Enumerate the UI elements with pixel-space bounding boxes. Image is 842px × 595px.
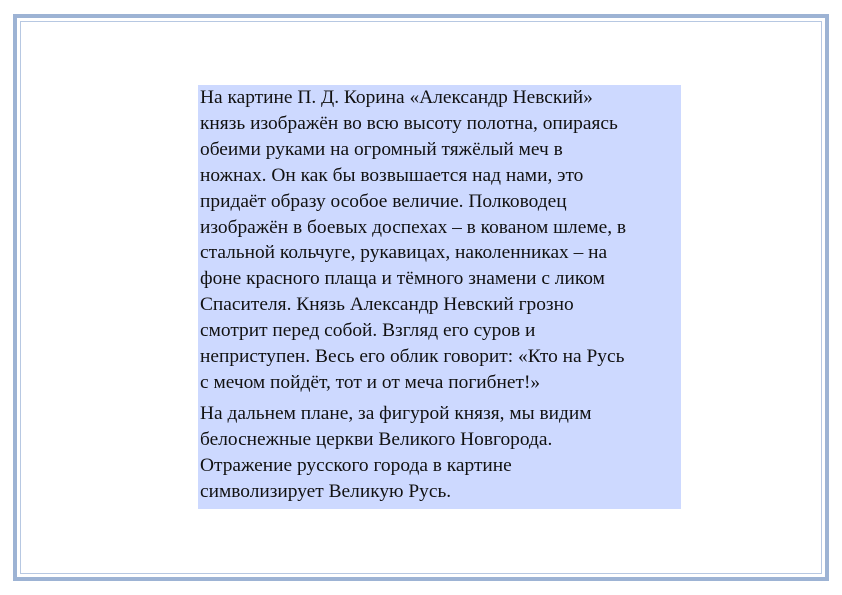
text-line: На дальнем плане, за фигурой князя, мы видим [200, 402, 592, 424]
text-line: фоне красного плаща и тёмного знамени с ликом [200, 268, 605, 290]
text-line: князь изображён во всю высоту полотна, опираясь [200, 112, 618, 134]
paragraph-2 [200, 401, 679, 505]
text-line: Спасителя. Князь Александр Невский грозно [200, 294, 574, 316]
text-line: символизирует Великую Русь. [200, 480, 452, 502]
text-line: неприступен. Весь его облик говорит: «Кто на Русь [200, 346, 625, 368]
text-line: ножнах. Он как бы возвышается над нами, это [200, 164, 584, 186]
text-block [198, 85, 681, 509]
paragraph-1 [200, 85, 679, 396]
text-line: придаёт образу особое величие. Полководец [200, 190, 567, 212]
text-line: смотрит перед собой. Взгляд его суров и [200, 320, 536, 342]
text-line: изображён в боевых доспехах – в кованом шлеме, в [200, 216, 627, 238]
text-line: На картине П. Д. Корина «Александр Невский» [200, 87, 593, 108]
text-line: белоснежные церкви Великого Новгорода. [200, 428, 553, 450]
text-line: обеими руками на огромный тяжёлый меч в [200, 138, 563, 160]
text-line: с мечом пойдёт, тот и от меча погибнет!» [200, 371, 541, 393]
text-line: стальной кольчуге, рукавицах, наколенниках – на [200, 242, 608, 264]
text-line: Отражение русского города в картине [200, 454, 512, 476]
